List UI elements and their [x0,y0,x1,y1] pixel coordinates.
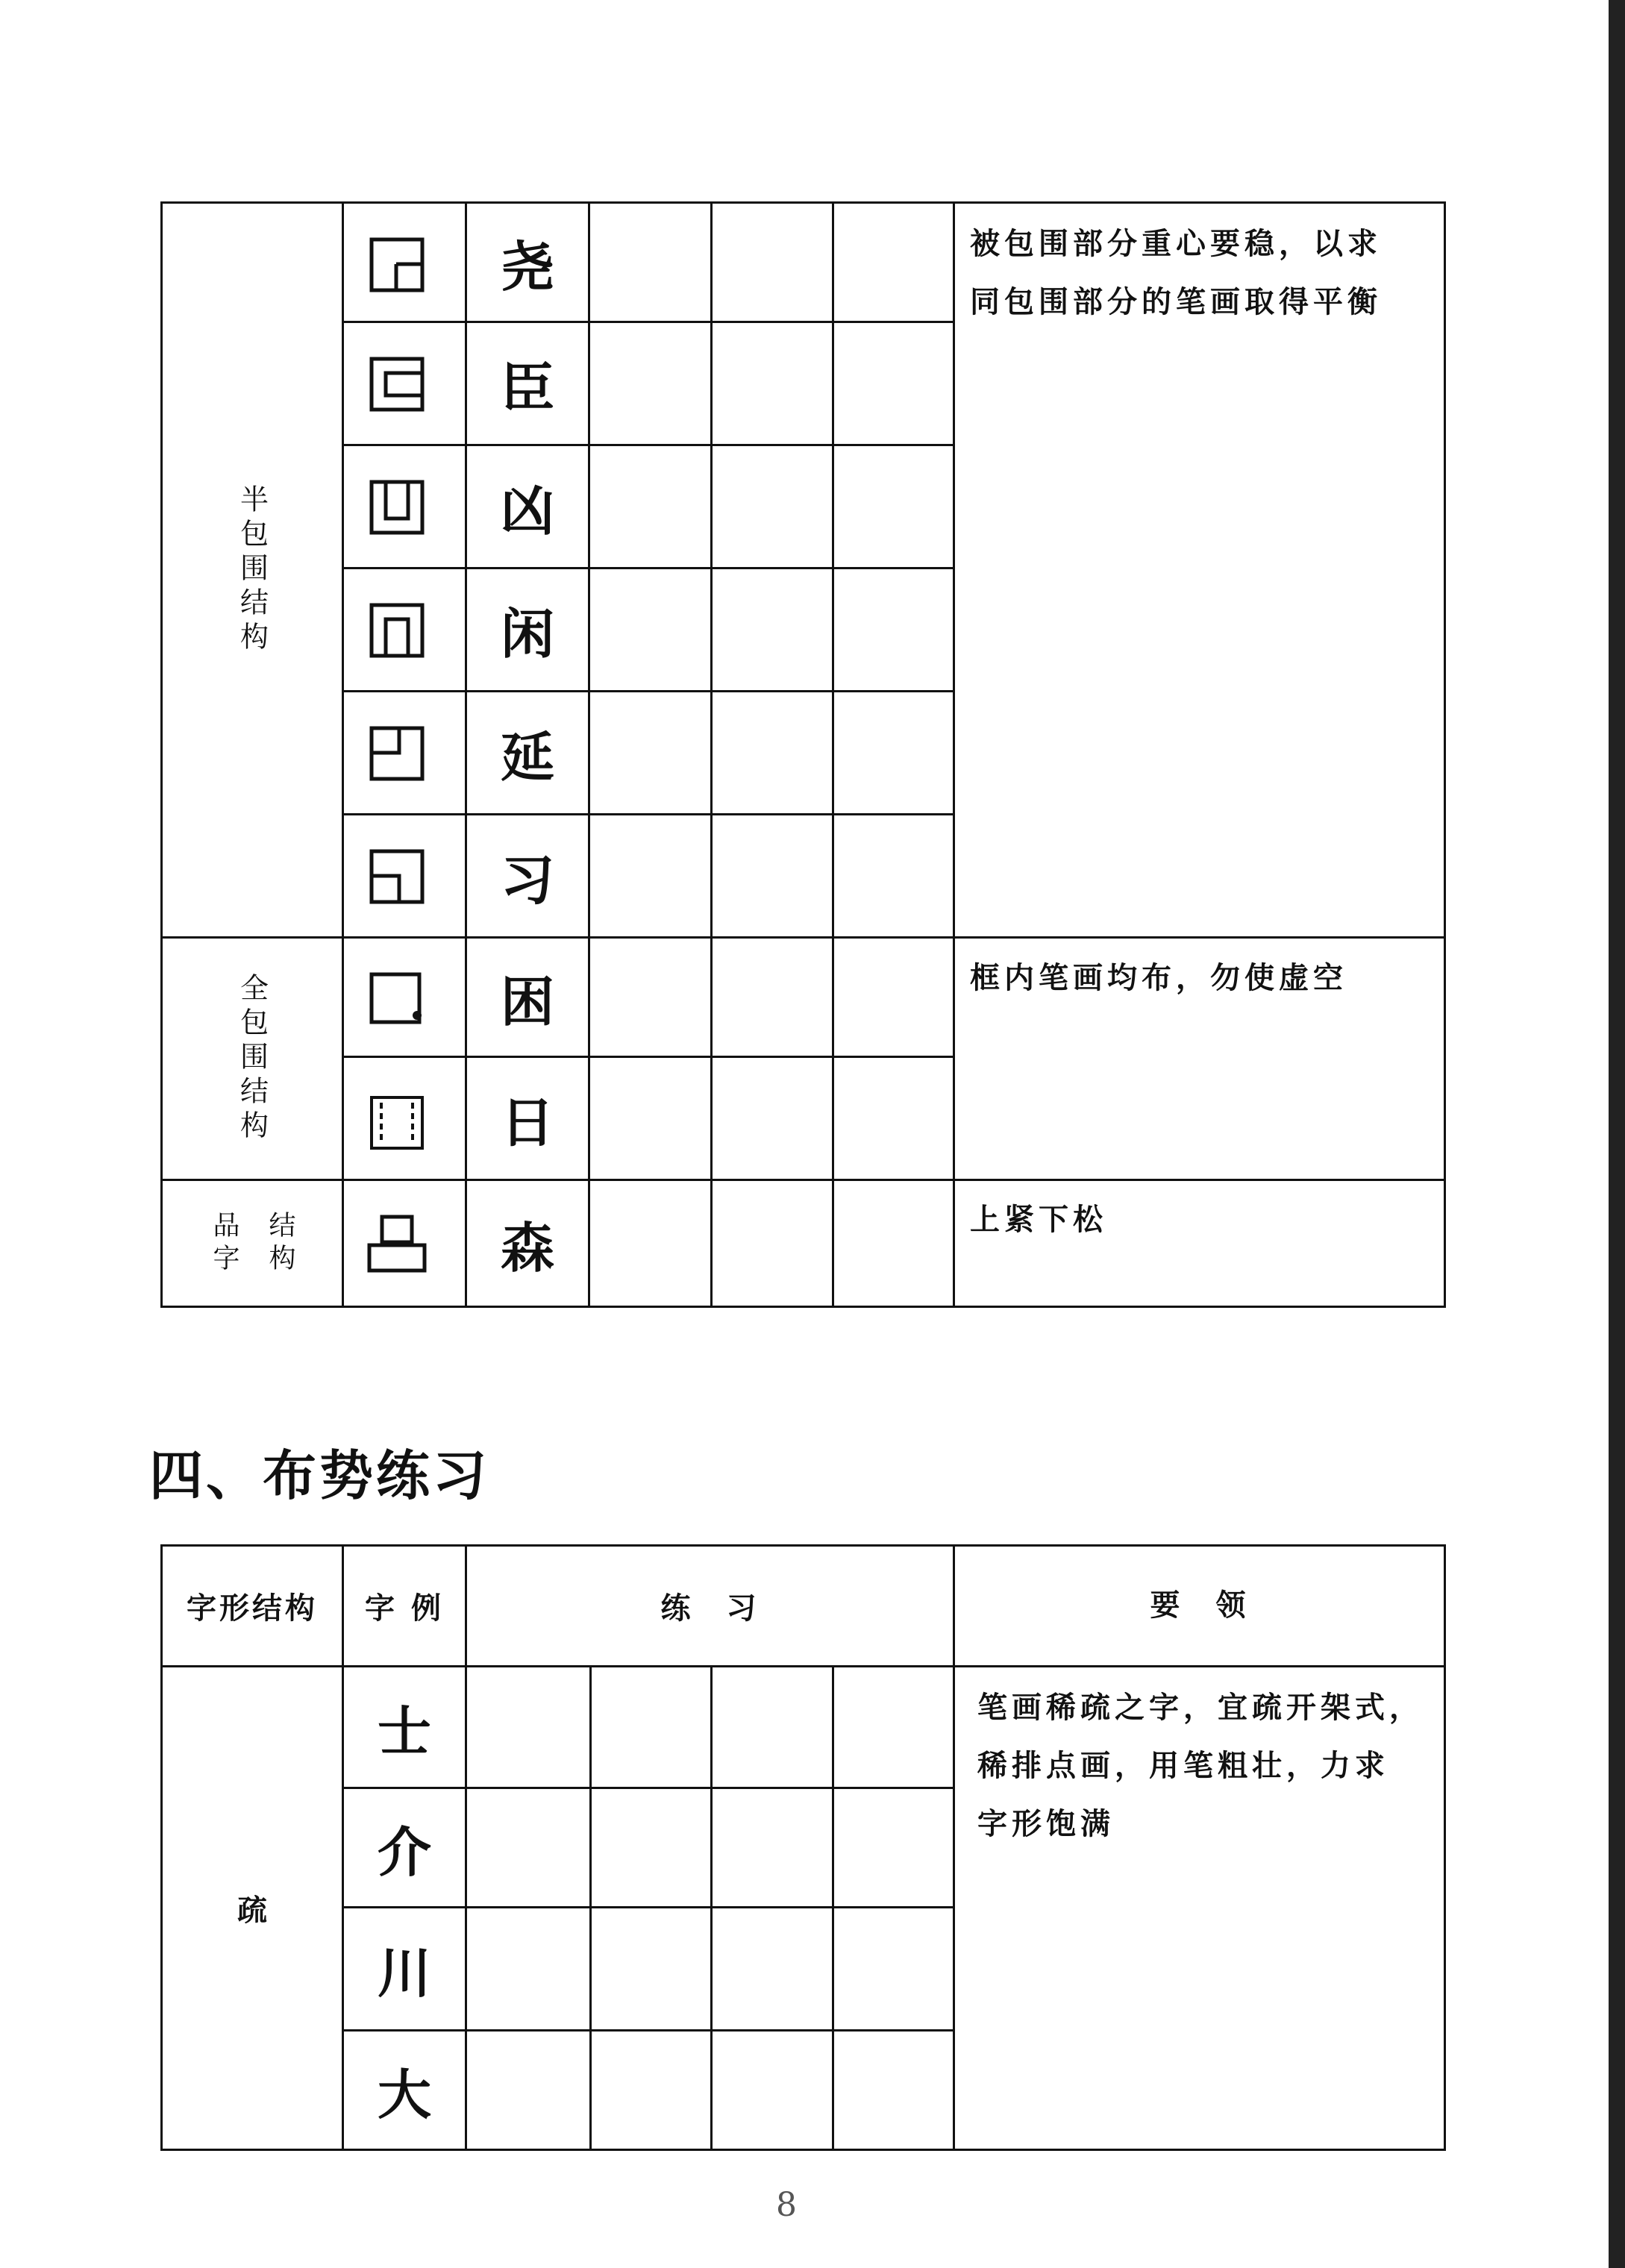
scan-edge [1609,0,1625,2268]
example-char: 困 [500,969,554,1033]
note-full-enclosure: 框内笔画均布，勿使虚空 [970,960,1347,995]
note-sparse: 笔画稀疏之字，宜疏开架式， 稀排点画，用笔粗壮，力求 字形饱满 [977,1690,1424,1841]
group-label-half-enclosure: 半包围结构 [235,484,269,656]
enclose-top-icon [369,603,425,658]
example-char: 大 [377,2062,431,2126]
enclose-top-right-icon [369,237,425,292]
group-label-full-enclosure: 全包围结构 [235,973,269,1144]
example-char: 川 [377,1941,431,2005]
header-example: 字 例 [365,1591,444,1626]
group-label-pin-right: 结构 [265,1210,295,1276]
note-pin-structure: 上紧下松 [970,1202,1107,1237]
example-char: 闲 [500,602,554,665]
example-char: 习 [500,848,554,912]
enclose-top-left-icon [369,849,425,904]
section-title: 四、布势练习 [149,1444,490,1507]
full-enclose-dashed-icon [369,1095,425,1150]
example-char: 日 [500,1091,554,1154]
example-char: 臣 [500,356,554,419]
pin-structure-icon [366,1212,428,1275]
header-practice: 练 习 [660,1591,760,1626]
enclose-bottom-left-icon [369,726,425,781]
example-char: 凶 [500,479,554,542]
enclose-bottom-icon [369,480,425,535]
page-number: 8 [776,2186,797,2224]
example-char: 介 [377,1820,431,1884]
note-half-enclosure: 被包围部分重心要稳，以求 同包围部分的笔画取得平衡 [970,226,1382,319]
header-structure: 字形结构 [187,1591,318,1626]
example-char: 尧 [500,234,554,298]
full-enclose-icon [369,972,425,1027]
row-label-sparse: 疏 [237,1893,267,1928]
example-char: 森 [500,1215,554,1279]
header-key-points: 要 领 [1150,1587,1249,1623]
group-label-pin-left: 品字 [209,1210,239,1276]
example-char: 士 [377,1700,431,1763]
enclose-left-icon [369,357,425,412]
example-char: 延 [500,725,554,789]
